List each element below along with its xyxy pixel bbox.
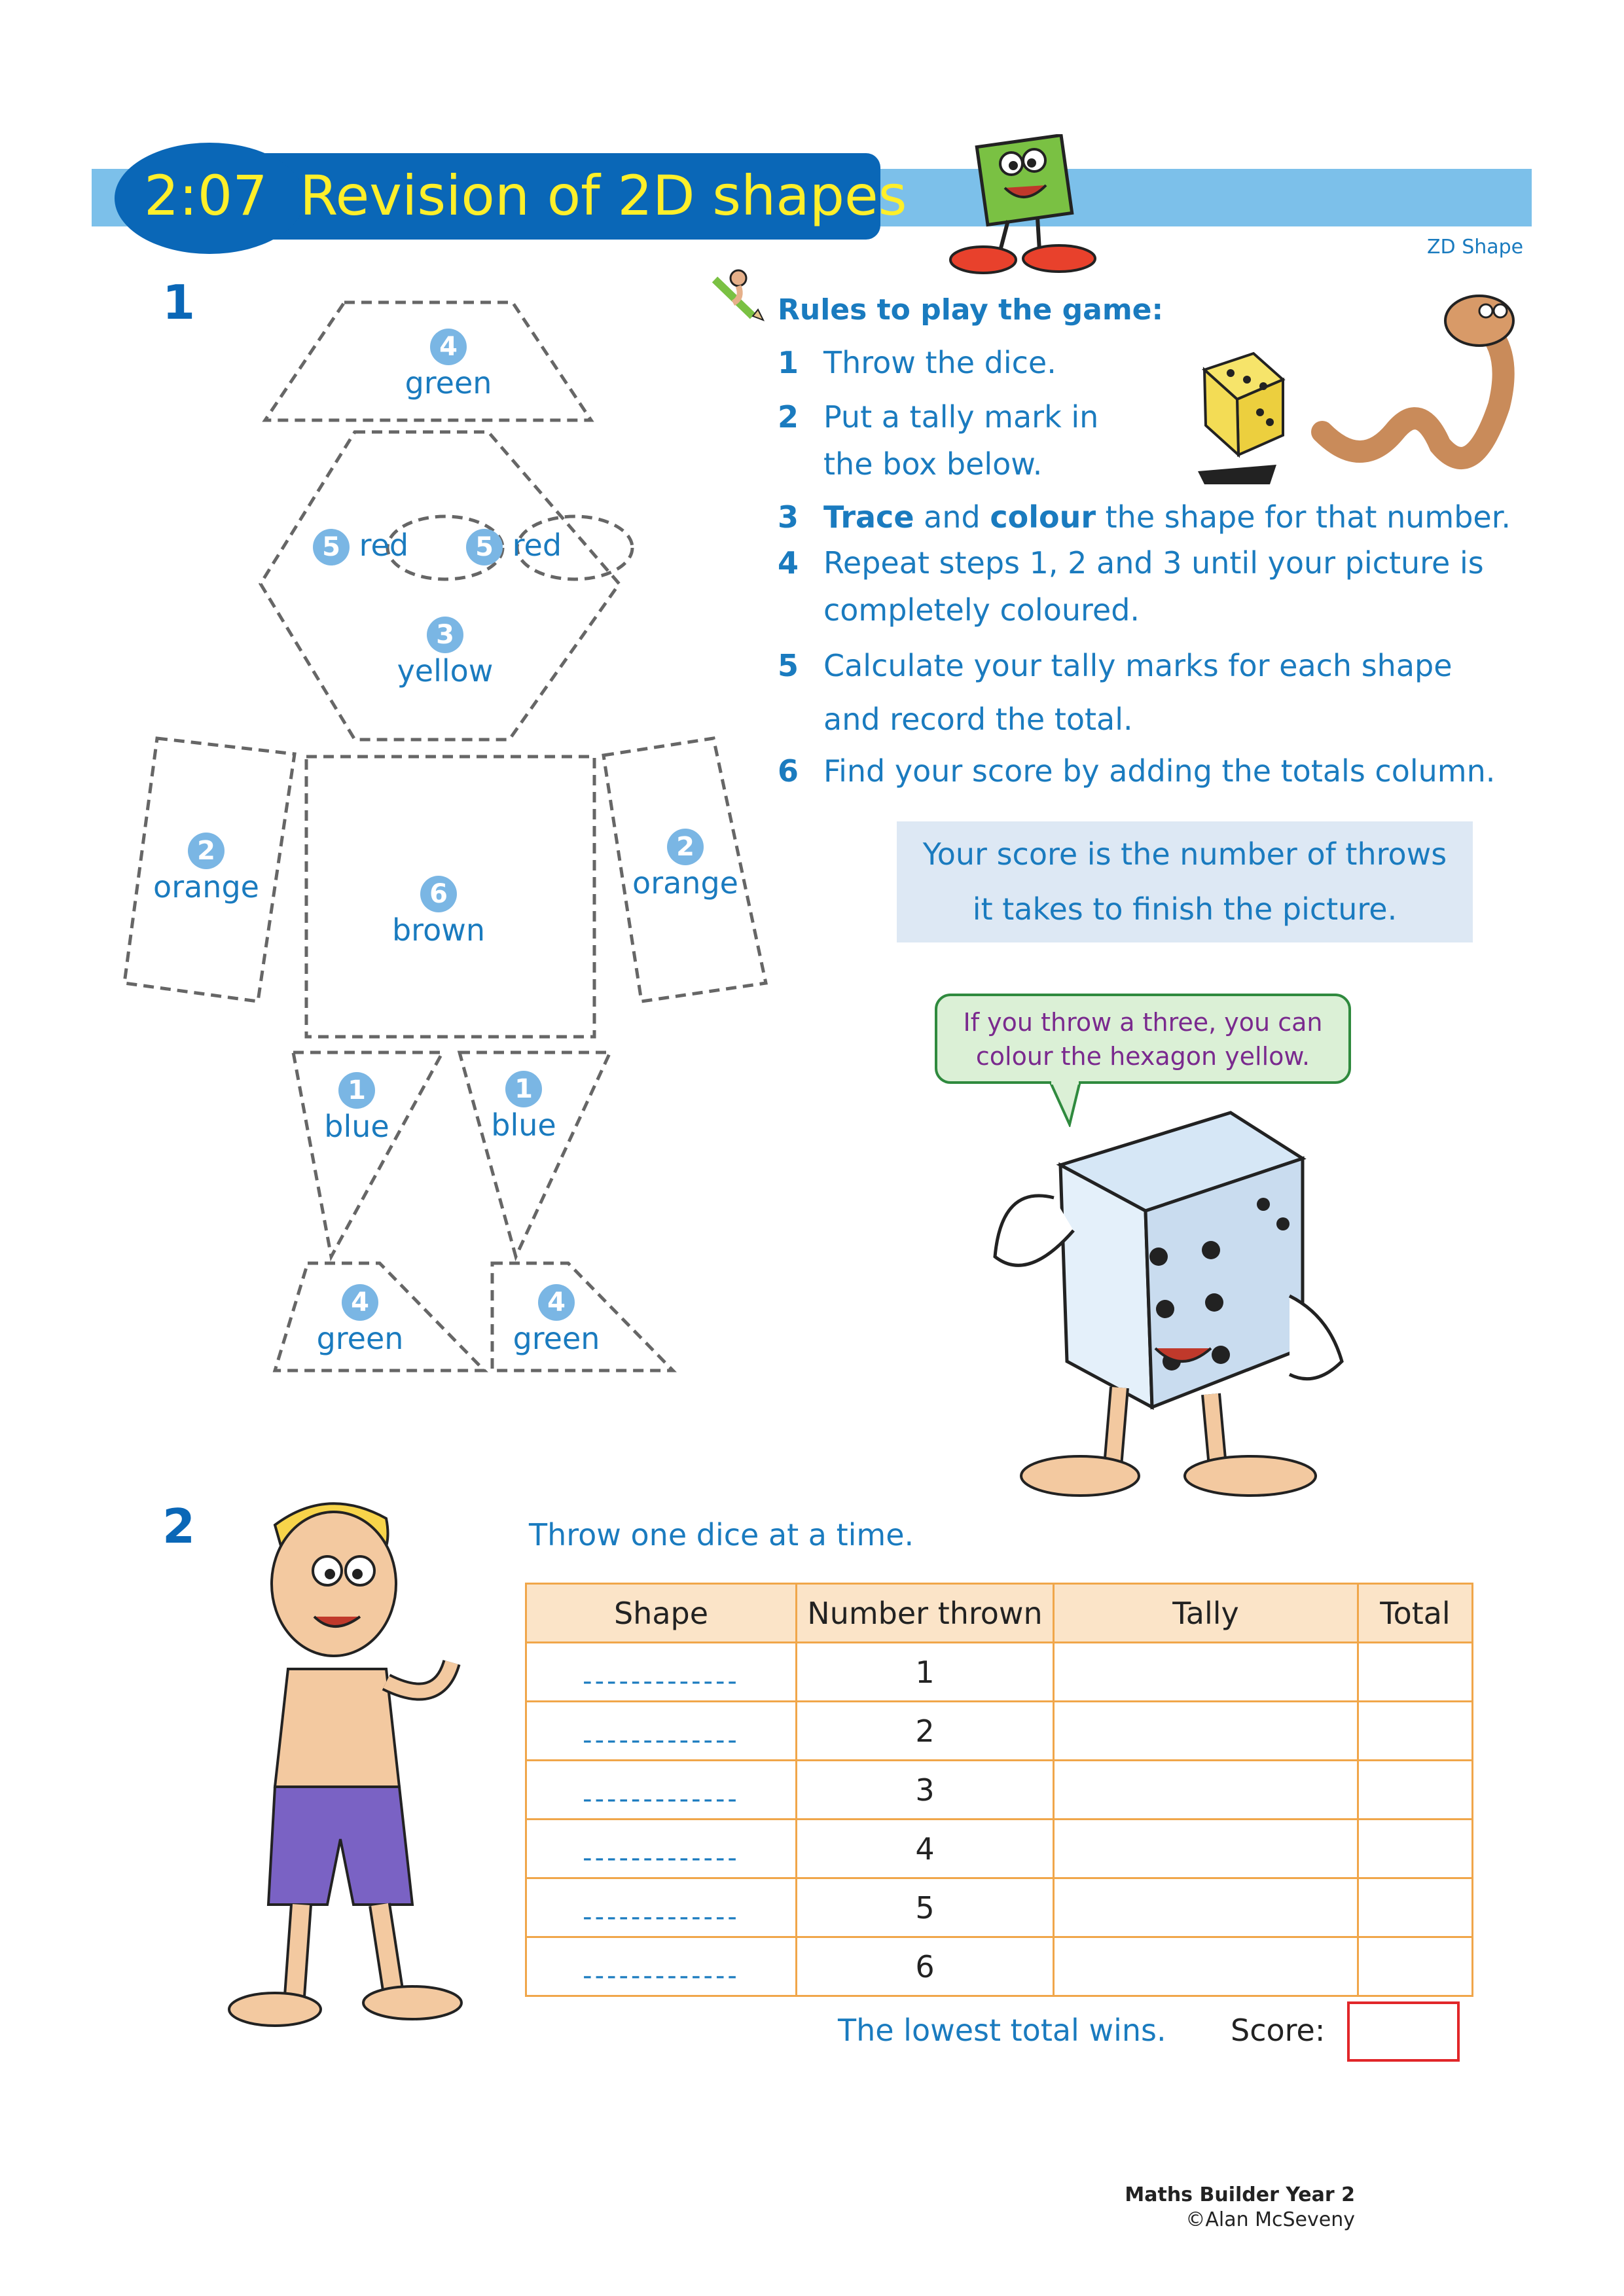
column-header-shape: Shape — [526, 1584, 797, 1643]
shape-label-left-eye — [313, 528, 408, 565]
table-row — [526, 1761, 1473, 1820]
total-cell[interactable] — [1358, 1643, 1473, 1702]
shape-answer-field[interactable] — [526, 1937, 797, 1996]
shape-colour-word: blue — [324, 1109, 389, 1144]
rule-text-line1: Put a tally mark in — [823, 399, 1099, 435]
total-cell[interactable] — [1358, 1761, 1473, 1820]
rule-4 — [778, 539, 1484, 634]
total-cell[interactable] — [1358, 1878, 1473, 1937]
rule-number: 5 — [778, 648, 799, 683]
number-badge: 2 — [667, 829, 704, 865]
rule-5 — [778, 639, 1453, 746]
number-badge: 2 — [188, 833, 225, 869]
shape-colour-word: yellow — [397, 653, 494, 689]
instruction-text: Throw one dice at a time. — [529, 1517, 914, 1552]
number-thrown-cell: 3 — [797, 1761, 1054, 1820]
rule-text-line1: Repeat steps 1, 2 and 3 until your picture is — [823, 545, 1484, 581]
rule-number: 6 — [778, 753, 799, 789]
score-label: Score: — [1231, 2013, 1326, 2048]
shape-label-left-foot — [308, 1283, 412, 1356]
rule-number: 4 — [778, 545, 799, 581]
shape-label-right-foot — [504, 1283, 609, 1356]
number-badge: 5 — [466, 529, 503, 565]
book-title: Maths Builder Year 2 — [1125, 2183, 1355, 2206]
body-hexagon — [261, 432, 619, 740]
rule-text: Throw the dice. — [823, 345, 1056, 380]
footer — [1106, 2183, 1355, 2233]
shape-colour-word: brown — [391, 912, 486, 948]
shape-dashed-line: ------------- — [583, 1901, 740, 1932]
page-title: Revision of 2D shapes — [300, 164, 907, 228]
table-row — [526, 1937, 1473, 1996]
score-note-box — [897, 821, 1473, 942]
shape-label-left-arm — [137, 831, 275, 905]
rule-2 — [778, 393, 1098, 488]
speech-line1: If you throw a three, you can — [963, 1008, 1323, 1037]
number-badge: 4 — [342, 1284, 378, 1321]
shape-answer-field[interactable] — [526, 1820, 797, 1878]
shape-colour-word: orange — [153, 869, 259, 905]
rule-bold-colour: colour — [990, 499, 1096, 535]
rule-text-mid: and — [914, 499, 990, 535]
shape-answer-field[interactable] — [526, 1702, 797, 1761]
shape-label-right-leg — [481, 1069, 566, 1143]
boy-character-illustration — [177, 1473, 491, 2042]
rule-text-rest: the shape for that number. — [1096, 499, 1511, 535]
shape-colour-word: red — [359, 528, 409, 563]
lowest-total-note: The lowest total wins. — [838, 2013, 1166, 2048]
shape-colour-word: blue — [491, 1107, 556, 1143]
number-thrown-cell: 5 — [797, 1878, 1054, 1937]
number-thrown-cell: 1 — [797, 1643, 1054, 1702]
table-row — [526, 1820, 1473, 1878]
shape-dashed-line: ------------- — [583, 1842, 740, 1873]
score-note-line1: Your score is the number of throws — [922, 836, 1447, 872]
number-badge: 4 — [538, 1284, 575, 1321]
shape-answer-field[interactable] — [526, 1761, 797, 1820]
number-thrown-cell: 4 — [797, 1820, 1054, 1878]
tally-cell[interactable] — [1054, 1878, 1358, 1937]
shape-answer-field[interactable] — [526, 1643, 797, 1702]
tally-table — [525, 1583, 1473, 1997]
shape-colour-word: green — [405, 365, 492, 401]
speech-bubble — [935, 994, 1351, 1084]
total-cell[interactable] — [1358, 1937, 1473, 1996]
total-cell[interactable] — [1358, 1702, 1473, 1761]
number-thrown-cell: 2 — [797, 1702, 1054, 1761]
topic-label: ZD Shape — [1427, 236, 1524, 259]
shape-colour-word: orange — [632, 865, 738, 901]
tally-cell[interactable] — [1054, 1761, 1358, 1820]
shape-dashed-line: ------------- — [583, 1784, 740, 1814]
rule-number: 3 — [778, 499, 799, 535]
dice-character-illustration — [923, 1100, 1420, 1505]
tally-cell[interactable] — [1054, 1820, 1358, 1878]
table-row — [526, 1643, 1473, 1702]
speech-line2: colour the hexagon yellow. — [975, 1042, 1310, 1071]
number-badge: 6 — [420, 876, 457, 912]
pencil-worm-icon — [707, 265, 772, 324]
rules-title: Rules to play the game: — [778, 293, 1164, 327]
rule-number: 1 — [778, 345, 799, 380]
question-1-label: 1 — [162, 275, 196, 330]
shape-label-head — [399, 327, 497, 401]
rule-text-line2: the box below. — [823, 446, 1043, 482]
number-badge: 5 — [313, 529, 350, 565]
shape-label-right-eye — [466, 528, 562, 565]
shape-colour-word: red — [512, 528, 562, 563]
question-2-label: 2 — [162, 1499, 196, 1554]
table-row — [526, 1878, 1473, 1937]
shape-colour-word: green — [316, 1321, 404, 1356]
shape-label-left-leg — [314, 1071, 399, 1144]
score-note-line2: it takes to finish the picture. — [972, 891, 1398, 927]
rule-text-line1: Calculate your tally marks for each shape — [823, 648, 1453, 683]
rule-3 — [778, 493, 1511, 541]
square-character-illustration — [923, 134, 1106, 285]
table-header-row — [526, 1584, 1473, 1643]
shape-label-hexagon — [380, 615, 511, 689]
column-header-tally: Tally — [1054, 1584, 1358, 1643]
rule-6 — [778, 747, 1495, 795]
total-cell[interactable] — [1358, 1820, 1473, 1878]
lesson-number: 2:07 — [144, 164, 268, 228]
copyright: ©Alan McSeveny — [1185, 2208, 1355, 2231]
rule-text-line2: and record the total. — [823, 702, 1133, 737]
number-badge: 4 — [430, 329, 467, 365]
rule-text-line2: completely coloured. — [823, 592, 1140, 628]
number-badge: 1 — [505, 1071, 542, 1107]
shape-dashed-line: ------------- — [583, 1725, 740, 1755]
shape-colour-word: green — [513, 1321, 600, 1356]
score-input-box[interactable] — [1347, 2001, 1460, 2062]
number-badge: 3 — [427, 617, 463, 653]
tally-cell[interactable] — [1054, 1702, 1358, 1761]
rule-number: 2 — [778, 399, 799, 435]
number-thrown-cell: 6 — [797, 1937, 1054, 1996]
rule-text: Find your score by adding the totals column. — [823, 753, 1496, 789]
tally-cell[interactable] — [1054, 1643, 1358, 1702]
rule-bold-trace: Trace — [823, 499, 914, 535]
shape-label-torso — [373, 874, 504, 948]
rule-1 — [778, 339, 1056, 386]
shape-label-right-arm — [617, 827, 754, 901]
shape-answer-field[interactable] — [526, 1878, 797, 1937]
column-header-total: Total — [1358, 1584, 1473, 1643]
dice-and-worm-illustration — [1191, 275, 1545, 491]
shape-dashed-line: ------------- — [583, 1666, 740, 1696]
tally-cell[interactable] — [1054, 1937, 1358, 1996]
table-row — [526, 1702, 1473, 1761]
number-badge: 1 — [338, 1072, 375, 1109]
column-header-number-thrown: Number thrown — [797, 1584, 1054, 1643]
shape-dashed-line: ------------- — [583, 1960, 740, 1991]
